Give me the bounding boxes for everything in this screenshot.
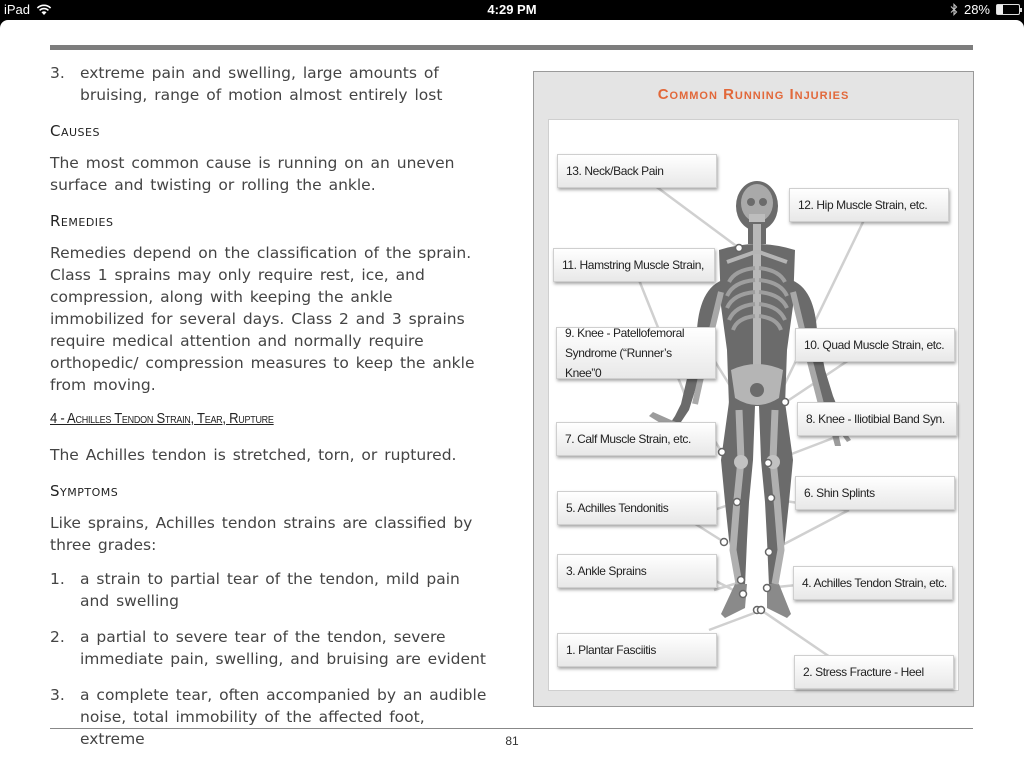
injury-label: 2. Stress Fracture - Heel xyxy=(794,655,954,689)
section-title: 4 - Achilles Tendon Strain, Tear, Rupture xyxy=(50,411,274,427)
status-bar xyxy=(0,0,1024,20)
injury-label: 13. Neck/Back Pain xyxy=(557,154,717,188)
remedies-heading: Remedies xyxy=(50,212,114,230)
injury-figure xyxy=(533,71,974,707)
injury-label: 11. Hamstring Muscle Strain, xyxy=(553,248,715,282)
figure-title: Common Running Injuries xyxy=(657,86,850,103)
battery-percent: 28% xyxy=(963,2,990,17)
list-number: 3. xyxy=(50,686,65,704)
bottom-rule xyxy=(50,728,973,729)
injury-label: 12. Hip Muscle Strain, etc. xyxy=(789,188,949,222)
battery-icon xyxy=(996,4,1020,15)
book-page xyxy=(0,20,1024,768)
list-text: a strain to partial tear of the tendon, mild pain and swelling xyxy=(80,570,460,610)
status-time: 4:29 PM xyxy=(487,2,537,17)
bluetooth-icon xyxy=(950,3,958,16)
figure-panel xyxy=(548,119,959,691)
list-number: 2. xyxy=(50,628,65,646)
injury-label: 10. Quad Muscle Strain, etc. xyxy=(795,328,955,362)
symptoms-heading: Symptoms xyxy=(50,482,119,500)
list-item xyxy=(50,626,490,670)
intro-paragraph: The Achilles tendon is stretched, torn, or ruptured. xyxy=(50,446,457,464)
injury-label: 4. Achilles Tendon Strain, etc. xyxy=(793,566,953,600)
injury-label: 9. Knee - Patellofemoral Syndrome (“Runner’s Knee”0 xyxy=(556,327,716,379)
injury-label: 8. Knee - Iliotibial Band Syn. xyxy=(797,402,957,436)
list-item xyxy=(50,568,490,612)
device-name: iPad xyxy=(4,2,31,17)
battery-level xyxy=(997,5,1003,14)
injury-label: 6. Shin Splints xyxy=(795,476,955,510)
text-column xyxy=(50,62,490,764)
injury-label: 5. Achilles Tendonitis xyxy=(557,491,717,525)
remedies-paragraph: Remedies depend on the classification of the sprain. Class 1 sprains may only require rest, ice, and compression, along with keeping the ankle immobilized for several days. Class 2 and 3 sprains require medical attention and normally require orthopedic/ compression measures to keep the ankle from moving. xyxy=(50,244,475,394)
causes-heading: Causes xyxy=(50,122,100,140)
causes-paragraph: The most common cause is running on an uneven surface and twisting or rolling the ankle. xyxy=(50,154,455,194)
top-rule xyxy=(50,45,973,50)
list-text: a partial to severe tear of the tendon, severe immediate pain, swelling, and bruising are evident xyxy=(80,628,486,668)
list-text: extreme pain and swelling, large amounts of bruising, range of motion almost entirely lost xyxy=(80,64,443,104)
list-number: 1. xyxy=(50,570,65,588)
symptoms-paragraph: Like sprains, Achilles tendon strains are classified by three grades: xyxy=(50,514,473,554)
page-number: 81 xyxy=(505,734,519,748)
injury-label: 1. Plantar Fasciitis xyxy=(557,633,717,667)
injury-label: 3. Ankle Sprains xyxy=(557,554,717,588)
list-number: 3. xyxy=(50,64,65,82)
list-item xyxy=(50,62,490,106)
status-right xyxy=(950,2,1020,17)
injury-label: 7. Calf Muscle Strain, etc. xyxy=(556,422,716,456)
list-text: a complete tear, often accompanied by an audible noise, total immobility of the affected foot, extreme xyxy=(80,686,487,748)
